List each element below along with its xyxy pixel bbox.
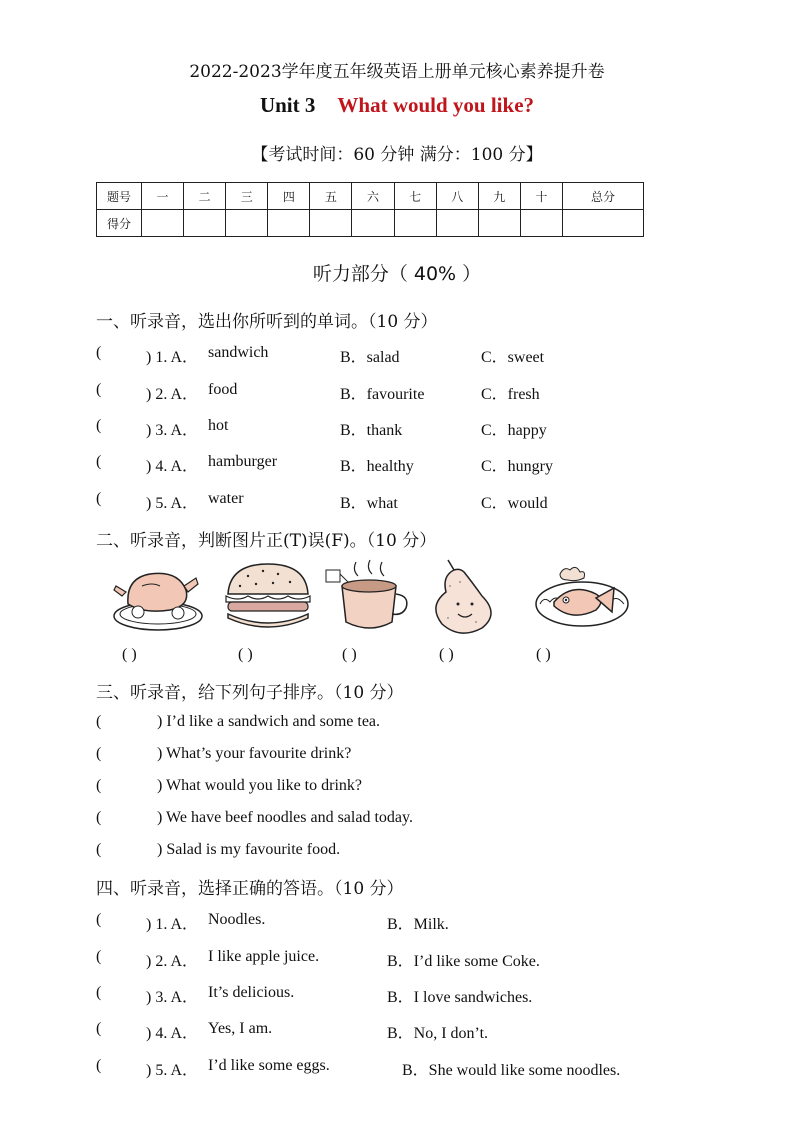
table-cell: 八 (436, 183, 478, 210)
score-table (96, 182, 644, 237)
exam-title: 2022-2023学年度五年级英语上册单元核心素养提升卷 (189, 62, 605, 82)
option-c[interactable]: C．fresh (481, 386, 540, 403)
hamburger-icon (218, 556, 318, 636)
table-cell: 总分 (562, 183, 643, 210)
option-a[interactable]: sandwich (208, 344, 269, 361)
question-number: ) 3. A． (146, 989, 199, 1006)
option-b[interactable]: B．I love sandwiches. (387, 989, 533, 1006)
question-number: ) 2. A． (146, 953, 199, 970)
chicken-icon (108, 556, 208, 636)
option-c[interactable]: C．hungry (481, 458, 554, 475)
open-paren: ( (96, 948, 102, 965)
sentence-text: ) I’d like a sandwich and some tea. (157, 713, 381, 730)
score-input-cell[interactable] (394, 210, 436, 237)
answer-blank[interactable]: ( ) (536, 646, 551, 663)
option-b[interactable]: B．favourite (340, 386, 425, 403)
option-c[interactable]: C．sweet (481, 349, 545, 366)
open-paren: ( (96, 809, 102, 826)
option-a[interactable]: food (208, 381, 238, 398)
table-cell: 三 (226, 183, 268, 210)
sentence-text: ) Salad is my favourite food. (157, 841, 341, 858)
option-b[interactable]: B．thank (340, 422, 403, 439)
open-paren: ( (96, 1057, 102, 1074)
question-number: ) 4. A． (146, 458, 199, 475)
open-paren: ( (96, 713, 102, 730)
option-a[interactable]: It’s delicious. (208, 984, 295, 1001)
question-number: ) 2. A． (146, 386, 199, 403)
option-a[interactable]: Noodles. (208, 911, 266, 928)
open-paren: ( (96, 381, 102, 398)
option-a[interactable]: hot (208, 417, 229, 434)
option-b[interactable]: B．I’d like some Coke. (387, 953, 540, 970)
score-input-cell[interactable] (142, 210, 184, 237)
score-input-cell[interactable] (268, 210, 310, 237)
table-cell: 六 (352, 183, 394, 210)
option-b[interactable]: B．what (340, 495, 398, 512)
answer-blank[interactable]: ( ) (238, 646, 253, 663)
score-table-score-row (97, 210, 644, 237)
question-number: ) 3. A． (146, 422, 199, 439)
option-a[interactable]: I like apple juice. (208, 948, 320, 965)
open-paren: ( (96, 745, 102, 762)
open-paren: ( (96, 984, 102, 1001)
open-paren: ( (96, 417, 102, 434)
table-cell: 九 (478, 183, 520, 210)
question-number: ) 1. A． (146, 916, 199, 933)
unit-heading (0, 93, 794, 118)
score-input-cell[interactable] (310, 210, 352, 237)
sentence-text: ) What’s your favourite drink? (157, 745, 352, 762)
exam-info: 【考试时间：60 分钟 满分：100 分】 (251, 145, 543, 165)
table-cell: 十 (520, 183, 562, 210)
open-paren: ( (96, 841, 102, 858)
score-input-cell[interactable] (562, 210, 643, 237)
option-a[interactable]: I’d like some eggs. (208, 1057, 330, 1074)
score-input-cell[interactable] (478, 210, 520, 237)
option-a[interactable]: hamburger (208, 453, 278, 470)
answer-blank[interactable]: ( ) (342, 646, 357, 663)
table-cell: 七 (394, 183, 436, 210)
open-paren: ( (96, 911, 102, 928)
fish-icon (532, 556, 632, 636)
open-paren: ( (96, 490, 102, 507)
score-input-cell[interactable] (520, 210, 562, 237)
open-paren: ( (96, 344, 102, 361)
score-input-cell[interactable] (352, 210, 394, 237)
score-table-header-row (97, 183, 644, 210)
score-input-cell[interactable] (226, 210, 268, 237)
sentence-text: ) We have beef noodles and salad today. (157, 809, 413, 826)
option-c[interactable]: C．happy (481, 422, 547, 439)
table-cell: 得分 (97, 210, 142, 237)
section2-title: 二、听录音，判断图片正(T)误(F)。（10 分） (96, 531, 437, 551)
open-paren: ( (96, 777, 102, 794)
section3-title: 三、听录音，给下列句子排序。（10 分） (96, 683, 404, 703)
option-c[interactable]: C．would (481, 495, 548, 512)
table-cell: 一 (142, 183, 184, 210)
table-cell: 二 (184, 183, 226, 210)
pear-icon (420, 556, 520, 636)
open-paren: ( (96, 1020, 102, 1037)
open-paren: ( (96, 453, 102, 470)
section1-title: 一、听录音，选出你所听到的单词。（10 分） (96, 312, 438, 332)
option-b[interactable]: B．salad (340, 349, 400, 366)
sentence-text: ) What would you like to drink? (157, 777, 362, 794)
unit-number: Unit 3 (259, 93, 316, 117)
table-cell: 题号 (97, 183, 142, 210)
answer-blank[interactable]: ( ) (439, 646, 454, 663)
score-input-cell[interactable] (436, 210, 478, 237)
answer-blank[interactable]: ( ) (122, 646, 137, 663)
option-b[interactable]: B．She would like some noodles. (402, 1062, 621, 1079)
option-b[interactable]: B．No, I don’t. (387, 1025, 489, 1042)
option-a[interactable]: water (208, 490, 244, 507)
option-b[interactable]: B．healthy (340, 458, 414, 475)
question-number: ) 4. A． (146, 1025, 199, 1042)
table-cell: 四 (268, 183, 310, 210)
option-a[interactable]: Yes, I am. (208, 1020, 273, 1037)
listening-part-title: 听力部分（ 40% ） (312, 263, 482, 285)
unit-title: What would you like? (337, 93, 535, 117)
section4-title: 四、听录音，选择正确的答语。（10 分） (96, 879, 404, 899)
question-number: ) 5. A． (146, 495, 199, 512)
option-b[interactable]: B．Milk. (387, 916, 449, 933)
tea-cup-icon (322, 556, 422, 636)
question-number: ) 5. A． (146, 1062, 199, 1079)
table-cell: 五 (310, 183, 352, 210)
question-number: ) 1. A． (146, 349, 199, 366)
score-input-cell[interactable] (184, 210, 226, 237)
